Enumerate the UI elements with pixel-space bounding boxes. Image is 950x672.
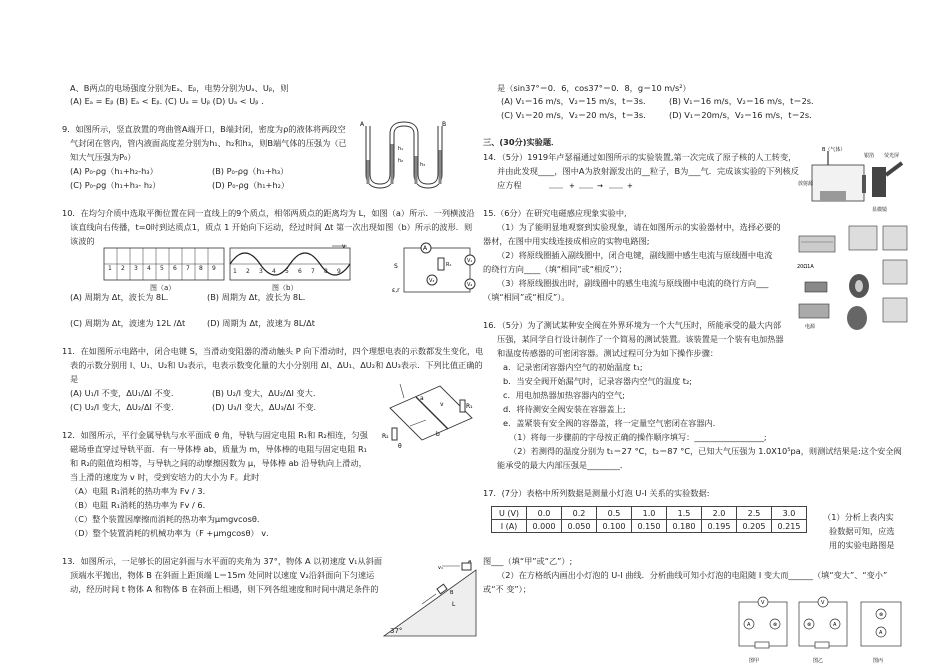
section-3-title: 三、(30分)实验题．	[483, 137, 560, 147]
svg-text:1: 1	[108, 265, 112, 272]
table-cell: 0.180	[667, 520, 702, 533]
q15-line4: （2）将原线圈插入副线圈中，闭合电键，副线圈中感生电流与原线圈中电流	[497, 250, 773, 260]
svg-text:1: 1	[233, 268, 237, 275]
q10-option-c: (C) 周期为 Δt，波速为 12L /Δt	[70, 318, 186, 328]
table-cell: 1.5	[667, 507, 702, 520]
q10-fig-a-caption: 图（a）	[150, 284, 176, 292]
svg-text:V: V	[761, 600, 765, 606]
svg-text:8: 8	[324, 268, 328, 275]
q10-fig-b-caption: 图（b）	[272, 284, 298, 292]
q11-option-d: (D) U₃/I 变大，ΔU₃/ΔI 不变.	[212, 402, 317, 412]
svg-text:V₁: V₁	[467, 258, 473, 264]
table-cell: 0.195	[702, 520, 737, 533]
gas-label: B（气体）	[822, 147, 846, 153]
q13-option-b: (B) V₁＝16 m/s，V₂＝16 m/s，t＝2s．	[669, 96, 820, 106]
q11-line3: 是	[70, 374, 79, 384]
microscope-label: 显微镜	[872, 207, 888, 213]
svg-text:L: L	[452, 601, 456, 608]
q9-option-c: (C) P₀-ρg（h₁+h₃- h₂）	[70, 180, 161, 190]
svg-text:6: 6	[173, 265, 177, 272]
q8-options: (A) Eₐ = Eᵦ (B) Eₐ < Eᵦ. (C) Uₐ = Uᵦ (D) Uₐ < Uᵦ .	[70, 96, 264, 106]
em-induction-apparatus-figure	[791, 222, 909, 338]
source-label: 放射源	[798, 181, 814, 187]
q9-option-a: (A) P₀-ρg（h₁+h₂-h₃）	[70, 166, 158, 176]
svg-text:5: 5	[160, 265, 164, 272]
q10-line2: 该直线向右传播，t=0时到达质点1，质点 1 开始向下运动，经过时间 Δt 第一次出现如图（b）所示的波形．则	[70, 222, 473, 232]
power-supply-label: 电源	[805, 324, 816, 330]
q9-option-b: (B) P₀-ρg（h₁+h₃）	[212, 166, 289, 176]
rutherford-apparatus-figure	[798, 145, 906, 217]
q8-stem: A、B两点的电场强度分别为Eₐ、Eᵦ，电势分别为Uₐ、Uᵦ，则	[70, 83, 289, 93]
svg-text:3: 3	[134, 265, 138, 272]
q16-step-a: a．记录密闭容器内空气的初始温度 t₁;	[503, 362, 643, 372]
svg-text:8: 8	[199, 265, 203, 272]
svg-text:R₁: R₁	[446, 262, 452, 268]
table-cell: 0.5	[597, 507, 632, 520]
q16-step-d: d．将待测安全阀安装在容器盖上;	[503, 404, 626, 414]
svg-text:R₂: R₂	[382, 433, 389, 440]
svg-text:v₁: v₁	[438, 565, 443, 571]
q15-line3: 器材，在图中用实线连接成相应的实物电路图;	[483, 236, 650, 246]
svg-text:A: A	[833, 622, 837, 628]
svg-text:⊗: ⊗	[773, 622, 778, 628]
svg-text:7: 7	[186, 265, 190, 272]
nuclear-equation-blanks	[545, 176, 645, 192]
svg-text:ε,r: ε,r	[392, 287, 400, 294]
svg-text:5: 5	[285, 268, 289, 275]
q12-option-a: （A）电阻 R₁消耗的热功率为 Fv / 3．	[70, 486, 211, 496]
q16-line3: 和温度传感器的可密闭容器。测试过程可分为如下操作步骤：	[497, 348, 719, 358]
svg-text:→: →	[597, 182, 603, 190]
q16-step-e: e．盖紧装有安全阀的容器盖，将一定量空气密闭在容器内．	[503, 418, 721, 428]
svg-text:⊗: ⊗	[879, 612, 884, 618]
q12-option-c: （C）整个装置因摩擦而消耗的热功率为μmgvcosθ．	[70, 514, 266, 524]
svg-text:A: A	[747, 622, 751, 628]
q15-line5: 的绕行方向____（填“相同”或“相反”）；	[483, 264, 627, 274]
q17-line2: 图___（填“甲”或“乙”）;	[483, 556, 573, 566]
q17-line3: （2）在方格纸内画出小灯泡的 U-I 曲线．分析曲线可知小灯泡的电阻随 I 变大而______（填“变大”、“变小”	[497, 570, 888, 580]
svg-text:4: 4	[272, 268, 276, 275]
q12-option-b: （B）电阻 R₁消耗的热功率为 Fv / 6．	[70, 500, 211, 510]
svg-text:V: V	[821, 600, 825, 606]
circuit-bing-caption: 图丙	[873, 658, 884, 664]
svg-text:2: 2	[121, 265, 125, 272]
q15-line7: （填“相同”或“相反”）。	[483, 292, 570, 302]
q15-line6: （3）将原线圈拔出时，副线圈中的感生电流与原线圈中电流的绕行方向___	[497, 278, 769, 288]
q13-option-d: (D) V₁＝20m/s，V₂＝16 m/s，t＝2s．	[669, 110, 818, 120]
q13-option-c: (C) V₁＝20 m/s，V₂＝20 m/s，t＝3s．	[501, 110, 652, 120]
svg-text:b: b	[436, 431, 440, 438]
circuit-jia-caption: 图甲	[749, 658, 760, 664]
q17-stem: 17．(7分）表格中所列数据是测量小灯泡 U-I 关系的实验数据:	[483, 488, 710, 498]
table-cell: 0.100	[597, 520, 632, 533]
rails-figure-q12	[380, 378, 480, 450]
table-header-i: I (A)	[492, 520, 527, 533]
svg-text:A: A	[360, 121, 365, 128]
q10-line1: 10．在均匀介质中选取平衡位置在同一直线上的9个质点，相邻两质点的距离均为 L，如图（a）所示．一列横波沿	[62, 208, 475, 218]
svg-text:9: 9	[337, 268, 341, 275]
svg-text:R₁: R₁	[466, 403, 473, 410]
q11-option-a: (A) U₁/I 不变，ΔU₁/ΔI 不变.	[70, 388, 174, 398]
table-cell: 3.0	[772, 507, 807, 520]
q12-option-d: （D）整个装置消耗的机械功率为（F +μmgcosθ） v．	[70, 528, 275, 538]
q9-line3: 知大气压强为P₀）	[70, 152, 136, 162]
q17-side-line2: 验数据可知，应选	[829, 526, 895, 536]
q16-step-c: c．用电加热器加热容器内的空气;	[503, 390, 625, 400]
table-cell: 2.0	[702, 507, 737, 520]
q10-option-b: (B) 周期为 Δt，波长为 8L．	[207, 292, 311, 302]
screen-label: 荧光屏	[884, 153, 900, 159]
q12-line4: 当上滑的速度为 v 时，受到安培力的大小为 F。此时	[70, 472, 260, 482]
table-cell: 0.050	[562, 520, 597, 533]
q16-part-1: （1）将每一步骤前的字母按正确的操作顺序填写：_________________;	[509, 432, 767, 442]
svg-text:V₃: V₃	[429, 278, 435, 284]
svg-text:⊗: ⊗	[807, 622, 812, 628]
q17-side-line1: （1）分析上表内实	[823, 512, 894, 522]
circuit-diagrams-q17	[733, 592, 908, 666]
svg-text:θ: θ	[398, 443, 402, 450]
q10-line3: 该波的	[70, 236, 95, 246]
q9-option-d: (D) P₀-ρg（h₁+h₂）	[212, 180, 290, 190]
ui-data-table	[491, 506, 807, 533]
svg-text:h₃: h₃	[420, 162, 426, 168]
q14-line3: 应方程	[497, 180, 522, 190]
svg-text:6: 6	[298, 268, 302, 275]
svg-text:v: v	[342, 244, 346, 250]
table-cell: 0.2	[562, 507, 597, 520]
table-row	[492, 520, 807, 533]
q16-step-b: b．当安全阀开始漏气时，记录容器内空气的温度 t₂;	[503, 376, 692, 386]
svg-text:3: 3	[259, 268, 263, 275]
q12-line3: 和 R₂的阻值均相等，与导轨之间的动摩擦因数为 μ，导体棒 ab 沿导轨向上滑动，	[70, 458, 367, 468]
q15-line2: （1）为了能明显地观察到实验现象，请在如图所示的实验器材中，选择必要的	[497, 222, 781, 232]
table-row	[492, 507, 807, 520]
q12-line2: 磁场垂直穿过导轨平面．有一导体棒 ab，质量为 m，导体棒的电阻与固定电阻 R₁	[70, 444, 367, 454]
q16-line1: 16．（5分）为了测试某种安全阀在外界环境为一个大气压时，所能承受的最大内部	[483, 320, 782, 330]
svg-text:h₂: h₂	[398, 158, 404, 164]
svg-text:A: A	[879, 630, 883, 636]
q9-line1: 9．如图所示，竖直放置的弯曲管A端开口，B端封闭，密度为ρ的液体将两段空	[62, 124, 346, 134]
svg-text:h₁: h₁	[398, 146, 404, 152]
svg-text:V₂: V₂	[467, 282, 473, 288]
q9-line2: 气封闭在管内，管内液面高度差分别为h₁、h₂和h₃，则B端气体的压强为（已	[70, 138, 347, 148]
q10-option-a: (A) 周期为 Δt，波长为 8L．	[70, 292, 174, 302]
table-cell: 0.0	[527, 507, 562, 520]
svg-text:9: 9	[212, 265, 216, 272]
q16-line2: 压强，某同学自行设计制作了一个简易的测试装置。该装置是一个装有电加热器	[497, 334, 784, 344]
q15-line1: 15.（6分）在研究电磁感应现象实验中,	[483, 208, 627, 218]
svg-text:7: 7	[311, 268, 315, 275]
q11-option-b: (B) U₂/I 变大，ΔU₂/ΔI 变大.	[212, 388, 316, 398]
q11-line2: 表的示数分别用 I、U₁、U₂和 U₃表示，电表示数变化量的大小分别用 ΔI、ΔU₁、ΔU₂和 ΔU₃表示．下列比值正确的	[70, 360, 483, 370]
svg-text:a: a	[420, 395, 424, 402]
q16-part-2: （2）若测得的温度分别为 t₁＝27 °C，t₂＝87 °C，已知大气压强为 1.0X10⁵pa，则测试结果是:这个安全阀	[509, 446, 902, 456]
q14-line2: 并由此发现____，图中A为放射源发出的__粒子，B为___气．完成该实验的下列核反	[497, 166, 799, 176]
circuit-bing	[861, 602, 901, 646]
q13-line1: 13．如图所示，一足够长的固定斜面与水平面的夹角为 37°，物体 A 以初速度 V₁从斜面	[62, 556, 383, 566]
q13-line3: 动，经历时间 t 物体 A 和物体 B 在斜面上相遇，则下列各组速度和时间中满足条件的	[70, 584, 379, 594]
table-cell: 2.5	[737, 507, 772, 520]
svg-text:+: +	[569, 182, 575, 190]
svg-text:S: S	[394, 263, 398, 270]
table-cell: 1.0	[632, 507, 667, 520]
svg-text:2: 2	[246, 268, 250, 275]
q13-line2: 顶端水平抛出，物体 B 在斜面上距顶端 L＝15m 处同时以速度 V₂沿斜面向下匀速运	[70, 570, 375, 580]
circuit-yi-caption: 图乙	[813, 658, 824, 664]
table-header-u: U (V)	[492, 507, 527, 520]
svg-text:+: +	[627, 182, 633, 190]
q12-line1: 12．如图所示，平行金属导轨与水平面成 θ 角，导轨与固定电阻 R₁和 R₂相连，匀强	[62, 430, 368, 440]
wave-figure	[102, 244, 372, 292]
q11-option-c: (C) U₂/I 变大，ΔU₂/ΔI 不变.	[70, 402, 174, 412]
q14-line1: 14．（5分）1919年卢瑟福通过如图所示的实验装置,第一次完成了原子核的人工转变，	[483, 152, 797, 162]
q11-line1: 11．在如图所示电路中，闭合电键 S，当滑动变阻器的滑动触头 P 向下滑动时，四个理想电表的示数都发生变化，电	[62, 346, 484, 356]
table-cell: 0.205	[737, 520, 772, 533]
svg-text:B: B	[450, 590, 454, 596]
table-cell: 0.215	[772, 520, 807, 533]
svg-text:B: B	[442, 121, 447, 128]
svg-text:A: A	[468, 560, 472, 565]
svg-text:A: A	[423, 245, 428, 252]
silver-foil-label: 银箔	[864, 153, 875, 159]
rheostat-label: 20Ω1A	[797, 264, 814, 270]
circuit-figure-q11	[392, 240, 482, 302]
q13-continuation: 是（sin37°＝0．6，cos37°＝0．8，g＝10 m/s²）	[497, 83, 691, 93]
q13-option-a: (A) V₁＝16 m/s，V₂＝15 m/s，t＝3s．	[501, 96, 652, 106]
q16-part-2-cont: 能承受的最大内部压强是________．	[497, 460, 629, 470]
q17-line4: 或“不 变”）；	[483, 584, 531, 594]
incline-angle-label: 37°	[390, 627, 403, 635]
table-cell: 0.150	[632, 520, 667, 533]
q10-option-d: (D) 周期为 Δt，波速为 8L/Δt	[207, 318, 315, 328]
bent-tube-figure	[360, 120, 450, 192]
q17-side-line3: 用的实验电路图是	[829, 540, 895, 550]
svg-text:4: 4	[147, 265, 151, 272]
svg-text:v: v	[440, 401, 444, 408]
table-cell: 0.000	[527, 520, 562, 533]
